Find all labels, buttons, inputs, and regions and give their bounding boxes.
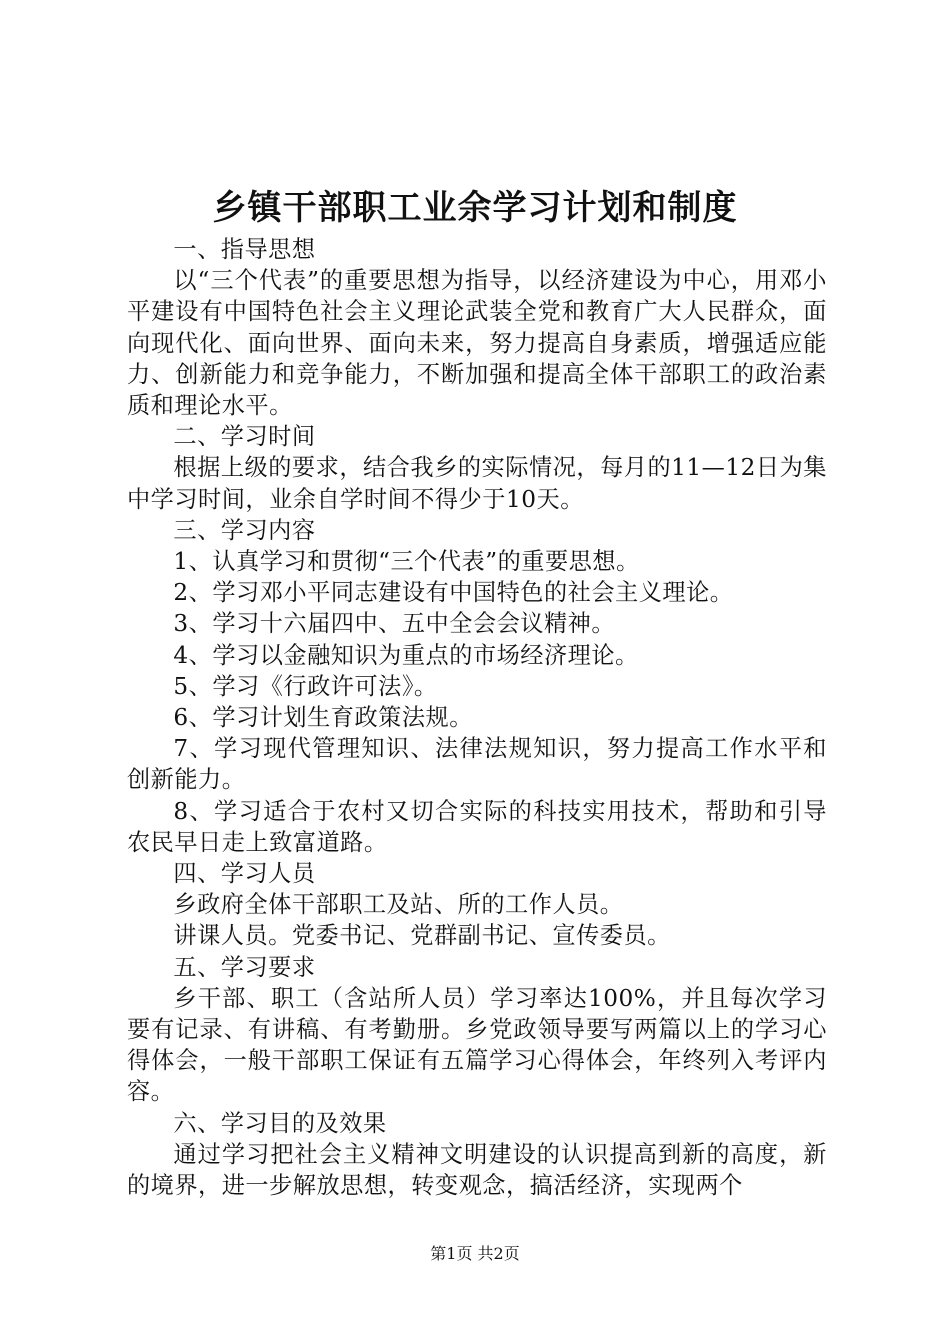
paragraph: 乡干部、职工（含站所人员）学习率达100%，并且每次学习要有记录、有讲稿、有考勤册。乡党政领导要写两篇以上的学习心得体会，一般干部职工保证有五篇学习心得体会，年终列入考评内容。	[127, 984, 827, 1106]
list-item: 2、学习邓小平同志建设有中国特色的社会主义理论。	[173, 579, 734, 607]
list-item: 3、学习十六届四中、五中全会会议精神。	[173, 610, 616, 638]
paragraph: 通过学习把社会主义精神文明建设的认识提高到新的高度，新的境界，进一步解放思想，转变观念，搞活经济，实现两个	[127, 1140, 827, 1200]
section-heading: 三、学习内容	[173, 516, 316, 544]
section-heading: 五、学习要求	[173, 953, 316, 981]
list-item: 5、学习《行政许可法》。	[173, 672, 438, 700]
section-heading: 四、学习人员	[173, 860, 316, 888]
paragraph: 讲课人员。党委书记、党群副书记、宣传委员。	[173, 922, 671, 950]
document-body	[127, 234, 827, 1201]
paragraph: 根据上级的要求，结合我乡的实际情况，每月的11—12日为集中学习时间，业余自学时间不得少于10天。	[127, 454, 827, 513]
list-item: 8、学习适合于农村又切合实际的科技实用技术，帮助和引导农民早日走上致富道路。	[127, 797, 827, 856]
document-title: 乡镇干部职工业余学习计划和制度	[212, 188, 738, 228]
section-heading: 一、指导思想	[173, 236, 316, 263]
paragraph: 以“三个代表”的重要思想为指导，以经济建设为中心，用邓小平建设有中国特色社会主义理论武装全党和教育广大人民群众，面向现代化、面向世界、面向未来，努力提高自身素质，增强适应能力、创新能力和竞争能力，不断加强和提高全体干部职工的政治素质和理论水平。	[127, 267, 827, 420]
section-heading: 二、学习时间	[173, 423, 316, 451]
page-footer: 第1页 共2页	[430, 1244, 520, 1263]
section-heading: 六、学习目的及效果	[173, 1109, 387, 1137]
list-item: 7、学习现代管理知识、法律法规知识，努力提高工作水平和创新能力。	[127, 735, 827, 794]
paragraph: 乡政府全体干部职工及站、所的工作人员。	[173, 891, 624, 919]
list-item: 4、学习以金融知识为重点的市场经济理论。	[173, 641, 639, 669]
list-item: 1、认真学习和贯彻“三个代表”的重要思想。	[173, 548, 640, 576]
list-item: 6、学习计划生育政策法规。	[173, 704, 473, 732]
